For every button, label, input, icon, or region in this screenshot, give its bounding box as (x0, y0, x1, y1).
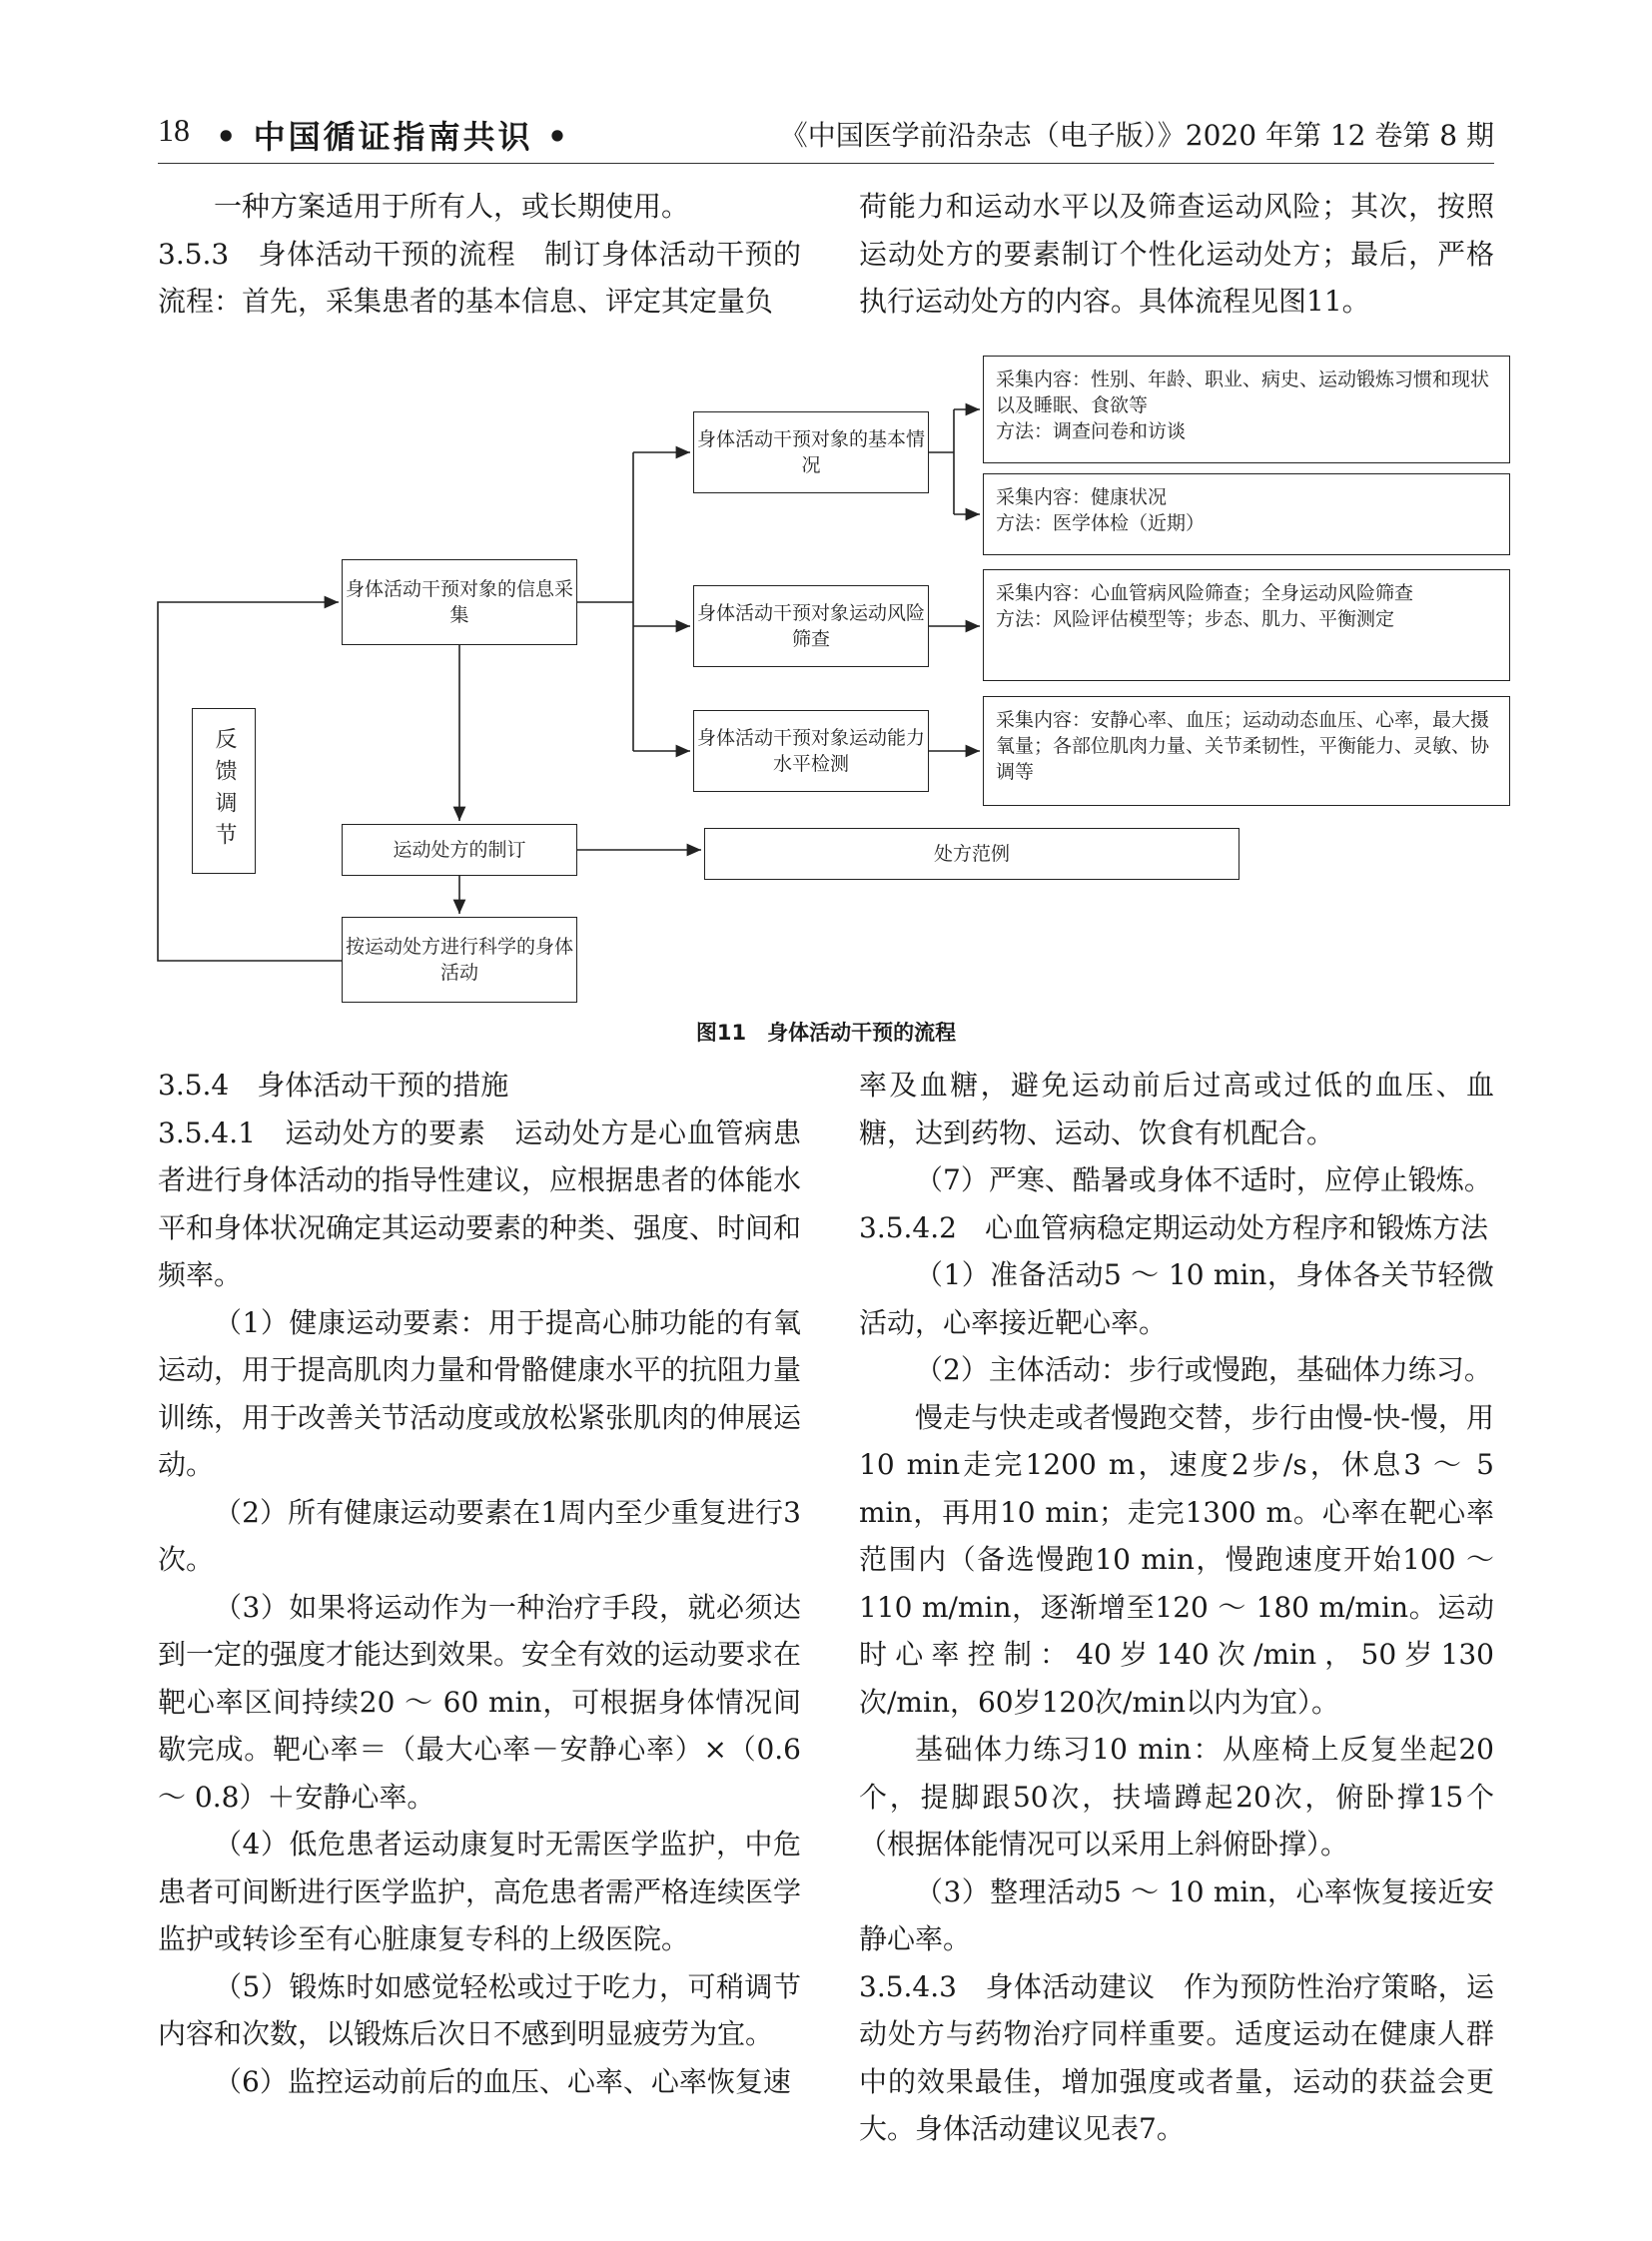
ability-test-box: 身体活动干预对象运动能力水平检测 (693, 710, 929, 792)
journal-section: • 中国循证指南共识 • (216, 118, 571, 156)
step-warmup: （1）准备活动5 ～ 10 min，身体各关节轻微活动，心率接近靶心率。 (859, 1258, 1494, 1339)
paragraph: 一种方案适用于所有人，或长期使用。 (214, 190, 690, 223)
journal-citation: 《中国医学前沿杂志（电子版）》2020 年第 12 卷第 8 期 (779, 119, 1494, 152)
prescription-example-box: 处方范例 (704, 828, 1239, 880)
section-3-5-4-1: 3.5.4.1 运动处方的要素 运动处方是心血管病患者进行身体活动的指导性建议，应根据患者的体能水平和身体状况确定其运动要素的种类、强度、时间和频率。 (158, 1116, 802, 1291)
basic-detail-box-1: 采集内容：性别、年龄、职业、病史、运动锻炼习惯和现状以及睡眠、食欲等 方法：调查问卷和访谈 (983, 356, 1510, 463)
item-1: （1）健康运动要素：用于提高心肺功能的有氧运动，用于提高肌肉力量和骨骼健康水平的抗阻力量训练，用于改善关节活动度或放松紧张肌肉的伸展运动。 (158, 1305, 802, 1481)
paragraph: 荷能力和运动水平以及筛查运动风险；其次，按照运动处方的要素制订个性化运动处方；最后，严格执行运动处方的内容。具体流程见图11。 (859, 190, 1494, 318)
ability-detail-box: 采集内容：安静心率、血压；运动动态血压、心率，最大摄氧量；各部位肌肉力量、关节柔韧性，平衡能力、灵敏、协调等 (983, 696, 1510, 806)
page-number: 18 (158, 112, 190, 148)
section-3-5-4: 3.5.4 身体活动干预的措施 (158, 1069, 509, 1102)
prescription-box: 运动处方的制订 (342, 824, 577, 876)
item-3: （3）如果将运动作为一种治疗手段，就必须达到一定的强度才能达到效果。安全有效的运动要求在靶心率区间持续20 ～ 60 min，可根据身体情况间歇完成。靶心率＝（最大心率－安静心率）×（0.6 ～ 0.8）＋安静心率。 (158, 1590, 802, 1814)
execute-activity-box: 按运动处方进行科学的身体活动 (342, 917, 577, 1003)
collect-info-box: 身体活动干预对象的信息采集 (342, 559, 577, 645)
walking-detail: 慢走与快走或者慢跑交替，步行由慢-快-慢，用10 min走完1200 m，速度2步/s，休息3 ～ 5 min，再用10 min；走完1300 m。心率在靶心率范围内（备选慢跑10 min，慢跑速度开始100 ～ 110 m/min，逐渐增至120 ～ 180 m/min。运动时心率控制：40岁140次/min，50岁130次/min，60岁120次/min以内为宜）。 (859, 1400, 1494, 1719)
section-3-5-4-3: 3.5.4.3 身体活动建议 作为预防性治疗策略，运动处方与药物治疗同样重要。适度运动在健康人群中的效果最佳，增加强度或者量，运动的获益会更大。身体活动建议见表7。 (859, 1969, 1494, 2145)
basic-detail-box-2: 采集内容：健康状况 方法：医学体检（近期） (983, 473, 1510, 555)
step-cooldown: （3）整理活动5 ～ 10 min，心率恢复接近安静心率。 (859, 1874, 1494, 1955)
step-main: （2）主体活动：步行或慢跑，基础体力练习。 (915, 1353, 1492, 1386)
item-4: （4）低危患者运动康复时无需医学监护，中危患者可间断进行医学监护，高危患者需严格连续医学监护或转诊至有心脏康复专科的上级医院。 (158, 1828, 802, 1955)
item-6: （6）监控运动前后的血压、心率、心率恢复速 (214, 2064, 791, 2098)
text-column-bottom-right (859, 1062, 1494, 2153)
fitness-detail: 基础体力练习10 min：从座椅上反复坐起20个，提脚跟50次，扶墙蹲起20次，俯卧撑15个（根据体能情况可以采用上斜俯卧撑）。 (859, 1733, 1494, 1861)
text-column-bottom-left (158, 1062, 801, 2105)
item-7: （7）严寒、酷暑或身体不适时，应停止锻炼。 (915, 1163, 1492, 1196)
risk-detail-box: 采集内容：心血管病风险筛查；全身运动风险筛查 方法：风险评估模型等；步态、肌力、平衡测定 (983, 569, 1510, 681)
figure-caption: 图11 身体活动干预的流程 (695, 1021, 957, 1045)
item-5: （5）锻炼时如感觉轻松或过于吃力，可稍调节内容和次数，以锻炼后次日不感到明显疲劳为宜。 (158, 1969, 801, 2050)
basic-info-box: 身体活动干预对象的基本情况 (693, 411, 929, 493)
item-2: （2）所有健康运动要素在1周内至少重复进行3次。 (158, 1495, 801, 1576)
feedback-box: 反馈调节 (192, 708, 256, 874)
section-3-5-4-2: 3.5.4.2 心血管病稳定期运动处方程序和锻炼方法 (859, 1210, 1488, 1244)
paragraph-continued: 率及血糖，避免运动前后过高或过低的血压、血糖，达到药物、运动、饮食有机配合。 (859, 1069, 1494, 1149)
risk-screening-box: 身体活动干预对象运动风险筛查 (693, 585, 929, 667)
section-3-5-3: 3.5.3 身体活动干预的流程 制订身体活动干预的流程：首先，采集患者的基本信息、评定其定量负 (158, 237, 801, 318)
